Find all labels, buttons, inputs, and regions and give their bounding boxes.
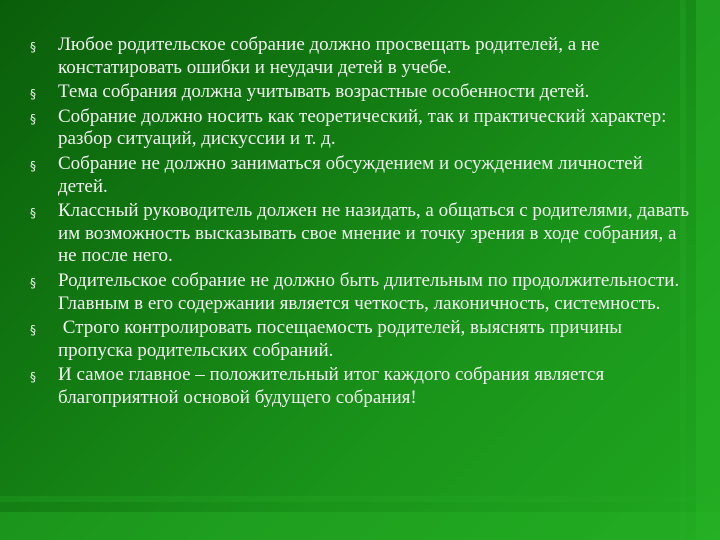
list-item [30, 153, 695, 198]
list-item-text: И самое главное – положительный итог каждого собрания является благоприятной основой будущего собрания! [58, 364, 605, 408]
list-item [30, 317, 695, 362]
bullet-list [30, 34, 695, 410]
section-sign-bullet-icon: § [30, 87, 36, 102]
section-sign-bullet-icon: § [30, 206, 36, 221]
list-item-text: Собрание должно носить как теоретический, так и практический характер: разбор ситуаций, дискуссии и т. д. [58, 105, 667, 150]
decorative-horizontal-stripe [0, 512, 720, 540]
list-item-text: Классный руководитель должен не назидать, а общаться с родителями, давать им возможность высказывать свое мнение и точку зрения в ходе собрания, а не после него. [58, 200, 690, 267]
section-sign-bullet-icon: § [30, 275, 36, 290]
decorative-vertical-stripe [696, 0, 720, 540]
list-item [30, 270, 695, 315]
list-item [30, 81, 695, 104]
section-sign-bullet-icon: § [30, 158, 36, 173]
list-item [30, 106, 695, 151]
slide-content [30, 34, 695, 412]
section-sign-bullet-icon: § [30, 323, 36, 338]
list-item [30, 34, 695, 79]
section-sign-bullet-icon: § [30, 111, 36, 126]
section-sign-bullet-icon: § [30, 370, 36, 385]
list-item [30, 200, 695, 268]
list-item-text: Тема собрания должна учитывать возрастные особенности детей. [58, 81, 590, 103]
list-item-text: Родительское собрание не должно быть длительным по продолжительности. Главным в его содержании является четкость, лаконичность, системность. [58, 269, 680, 314]
section-sign-bullet-icon: § [30, 40, 36, 54]
decorative-horizontal-stripe-thin [0, 496, 720, 502]
list-item-text: Строго контролировать посещаемость родителей, выяснять причины пропуска родительских собраний. [58, 317, 627, 361]
list-item-text: Собрание не должно заниматься обсуждением и осуждением личностей детей. [58, 152, 643, 197]
list-item [30, 364, 695, 409]
list-item-text: Любое родительское собрание должно просвещать родителей, а не констатировать ошибки и неудачи детей в учебе. [58, 34, 600, 78]
